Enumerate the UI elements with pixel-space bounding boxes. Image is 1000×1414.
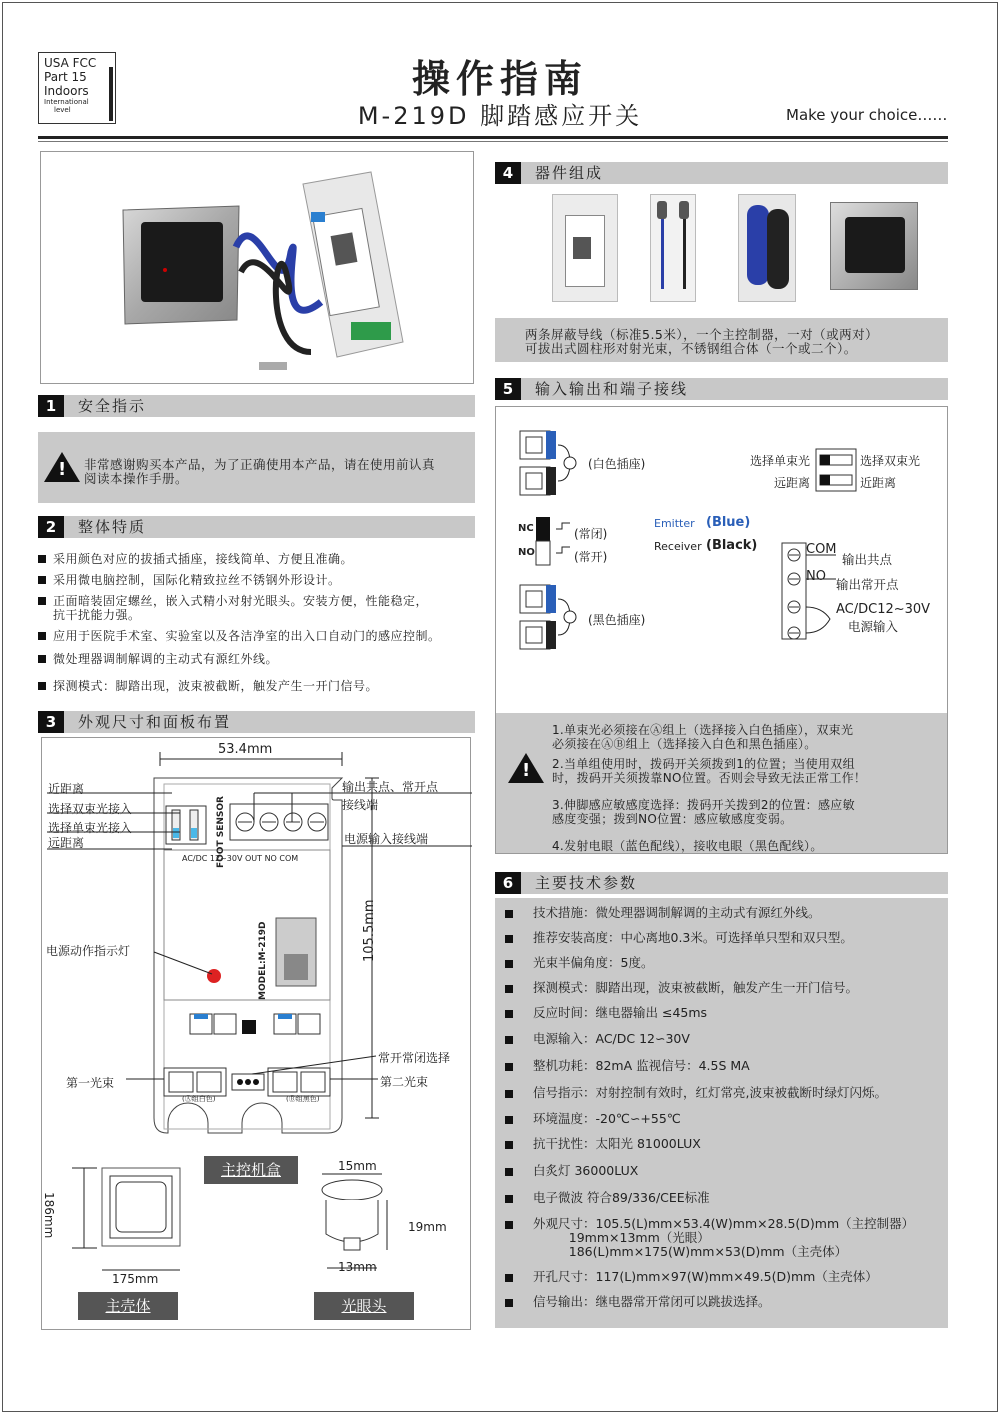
fcc-line: USA FCC [44,56,97,70]
socket-b-black: (Ⓑ组黑色) [286,1095,320,1103]
components-desc-panel [495,318,948,362]
dimension-diagram [41,737,471,1330]
section-number: 6 [495,872,521,894]
label-sel-single: 选择单束光接入 [48,821,133,835]
socket-a-white: (Ⓐ组白色) [182,1095,216,1103]
section-number: 2 [38,516,64,538]
no-desc: (常开) [574,550,608,564]
note-text: 4.发射电眼（蓝色配线），接收电眼（黑色配线）。 [552,839,823,853]
components-desc: 两条屏蔽导线（标准5.5米），一个主控制器，一对（或两对） [525,327,879,342]
board-model: MODEL:M-219D [258,921,268,1000]
safety-warning-panel [38,432,475,503]
section-number: 1 [38,395,64,417]
sel-double-label: 选择双束光 [860,454,921,468]
eye-bottom-dim: 13mm [338,1260,377,1274]
tagline: Make your choice…… [786,106,948,124]
section-title: 输入输出和端子接线 [535,380,689,398]
board-foot-sensor: FOOT SENSOR [216,796,226,868]
label-power-terminal: 电源输入接线端 [344,832,429,846]
power-terminal: AC/DC12~30V [836,602,931,617]
header-rule-thin [38,141,948,142]
no-terminal-desc: 输出常开点 [836,577,899,592]
section-title: 安全指示 [78,397,147,415]
label-terminal: 接线端 [342,798,379,812]
safety-text: 阅读本操作手册。 [84,471,189,486]
receiver-color: (Black) [706,538,758,553]
com-terminal: COM [806,542,837,557]
label-near: 近距离 [48,782,85,796]
shell-width: 175mm [112,1272,159,1286]
section-number: 5 [495,378,521,400]
tech-params-panel: 技术措施：微处理器调制解调的主动式有源红外线。 推荐安装高度：中心离地0.3米。可选择单只型和双只型。 光束半偏角度：5度。 探测模式：脚踏出现，波束被截断，触发产生一开门信号。 反应时间：继电器输出 ≤45ms 电源输入：AC/DC 12∽30V 整机功耗：82mA 监视信号：4.5S MA 信号指示：对射控制有效时，红灯常亮,波束被截断时绿灯闪烁。 环境温度：-20℃∽+55℃ 抗干扰性：太阳光 81000LUX 白炙灯 36000LUX 电子微波 符合89/336/CEE标准 外观尺寸：105.5(L)mm×53.4(W)mm×28.5(D)mm（主控制器） 19mm×13mm（光眼） 186(L)mm×175(W)mm×53(D)mm（主壳体） 开孔尺寸：117(L)mm×97(W)mm×49.5(D)mm（主壳体） 信号输出：继电器常开常闭可以跳拔选择。 [495,898,948,1328]
section-number: 3 [38,711,64,733]
fcc-small: International [44,98,89,106]
section-number: 4 [495,162,521,184]
white-socket-label: (白色插座) [588,457,646,471]
wiring-panel [495,406,948,854]
section-title: 器件组成 [535,164,604,182]
section-4-header [495,162,948,184]
label-out-com: 输出共点、常开点 [342,780,439,794]
label-beam1: 第一光束 [66,1076,115,1090]
note-text: 1.单束光必须接在Ⓐ组上（选择接入白色插座），双束光 [552,723,854,737]
caption-eye: 光眼头 [314,1292,414,1320]
warning-icon-mark: ! [58,459,67,480]
sel-single-label: 选择单束光 [750,454,811,468]
receiver-label: Receiver [654,540,702,553]
wiring-notes-panel [496,713,947,853]
note-text: 感度变强；拨到NO位置：感应敏感度变弱。 [552,812,793,826]
section-5-header [495,378,948,400]
height-dimension: 105.5mm [362,899,377,962]
note-text: 3.伸脚感应敏感度选择：拨码开关拨到2的位置：感应敏 [552,798,855,812]
section-title: 主要技术参数 [535,874,638,892]
width-dimension: 53.4mm [218,742,273,757]
page-subtitle: M-219D 脚踏感应开关 [357,102,643,130]
caption-shell: 主壳体 [78,1292,178,1320]
note-text: 2.当单组使用时，拨码开关须拨到1的位置；当使用双组 [552,757,855,771]
component-eye-image [650,194,696,302]
page-title: 操作指南 [411,57,588,101]
section-1-header [38,395,475,417]
note-text: 时，拨码开关须拨靠NO位置。否则会导致无法正常工作！ [552,771,867,785]
com-desc: 输出共点 [842,552,893,567]
black-socket-label: (黑色插座) [588,613,646,627]
emitter-color: (Blue) [706,515,751,530]
label-sel-double: 选择双束光接入 [48,802,133,816]
far-label: 远距离 [774,476,811,490]
power-desc: 电源输入 [848,619,899,634]
section-title: 外观尺寸和面板布置 [78,713,232,731]
emitter-label: Emitter [654,517,695,530]
eye-top-dim: 15mm [338,1159,377,1173]
component-controller-image [552,194,618,302]
near-label: 近距离 [860,476,897,490]
warning-icon-mark: ! [522,760,531,781]
features-list: 采用颜色对应的拔插式插座，接线简单、方便且准确。 采用微电脑控制，国际化精致拉丝不锈钢外形设计。 正面暗装固定螺丝，嵌入式精小对射光眼头。安装方便，性能稳定， 抗干扰能力强。 应用于医院手术室、实验室以及各洁净室的出入口自动门的感应控制。 微处理器调制解调的主动式有源红外线。 探测模式：脚踏出现，波束被截断，触发产生一开门信号。 [38,552,478,702]
header-rule [38,136,948,139]
fcc-line: Indoors [44,84,89,98]
fcc-line: Part 15 [44,70,87,84]
label-beam2: 第二光束 [380,1075,429,1089]
safety-text: 非常感谢购买本产品，为了正确使用本产品，请在使用前认真 [84,457,436,472]
board-out-label: AC/DC 12~30V OUT NO COM [182,854,299,863]
nc-label: NC [518,523,534,534]
caption-main-box: 主控机盒 [204,1156,298,1184]
label-nonc-select: 常开常闭选择 [378,1051,451,1065]
eye-height-dim: 19mm [408,1220,447,1234]
label-far: 远距离 [48,836,85,850]
shell-height: 186mm [42,1192,56,1239]
component-cable-image [738,194,796,302]
label-indicator: 电源动作指示灯 [46,944,131,958]
section-6-header [495,872,948,894]
section-2-header [38,516,475,538]
section-3-header [38,711,475,733]
component-plate-image [830,202,918,290]
nc-desc: (常闭) [574,527,608,541]
product-photo [40,151,474,384]
section-title: 整体特质 [78,518,147,536]
no-label: NO [518,547,535,558]
note-text: 必须接在ⒶⒷ组上（选择接入白色和黑色插座）。 [552,737,817,751]
fcc-small: level [54,106,71,114]
product-photo-illustration [41,152,475,385]
components-desc: 可拔出式圆柱形对射光束，不锈钢组合体（一个或二个）。 [525,341,857,356]
no-terminal: NO [806,569,826,584]
